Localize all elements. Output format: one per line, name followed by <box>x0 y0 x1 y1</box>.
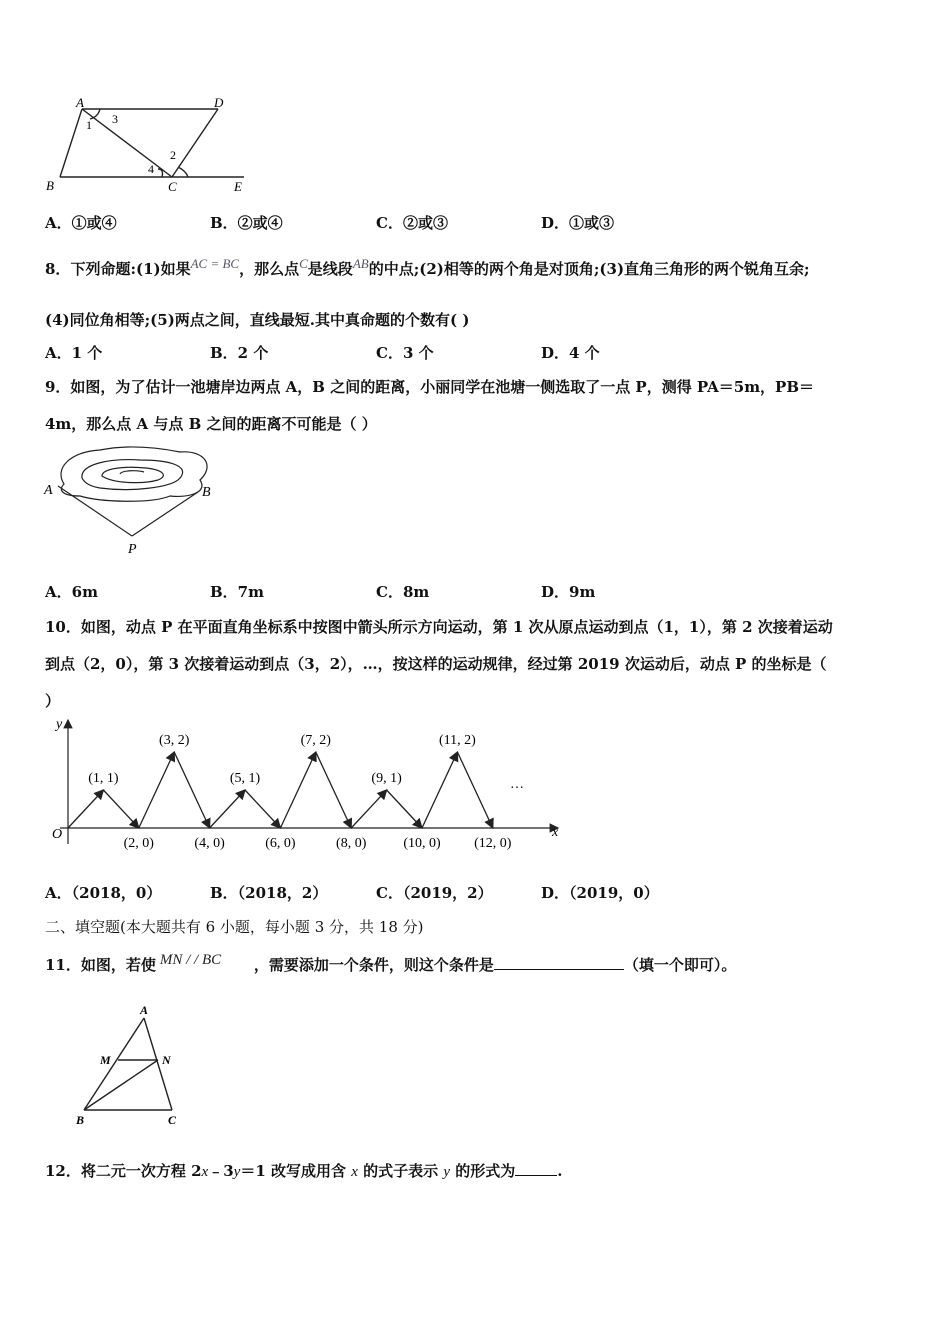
point-label-4: (4, 0) <box>194 836 225 851</box>
q9-option-c[interactable]: C．8m <box>376 583 430 601</box>
q10-option-b[interactable]: B．（2018，2） <box>210 884 328 902</box>
x-axis-label: x <box>552 825 559 840</box>
path-segment-6 <box>245 790 280 828</box>
label-D: D <box>214 95 224 110</box>
point-label-11: (11, 2) <box>438 733 476 748</box>
label-E: E <box>234 179 242 194</box>
q8-text: 的中点;(2)相等的两个角是对顶角;(3)直角三角形的两个锐角互余; <box>368 260 810 278</box>
point-label-6: (6, 0) <box>265 836 296 851</box>
q8-text: 是线段 <box>307 260 353 278</box>
q11-math: MN / / BC <box>159 952 222 968</box>
q8-math-c: C <box>299 256 308 271</box>
point-label-7: (7, 2) <box>300 733 331 748</box>
motion-path-chart <box>40 712 570 852</box>
point-label-5: (5, 1) <box>229 771 261 786</box>
q9-option-b[interactable]: B．7m <box>210 583 264 601</box>
parallelogram-figure <box>40 95 260 195</box>
q10-option-c[interactable]: C．（2019，2） <box>376 884 493 902</box>
section-heading: 二、填空题(本大题共有 6 小题，每小题 3 分，共 18 分) <box>45 918 424 936</box>
angle-3-label: 3 <box>112 112 118 126</box>
path-segment-9 <box>351 790 386 828</box>
angle-2-label: 2 <box>170 148 176 162</box>
label-B: B <box>76 1113 85 1127</box>
q8-option-c[interactable]: C．3 个 <box>376 344 434 362</box>
origin-label: O <box>52 827 63 842</box>
angle-4-label: 4 <box>148 162 154 176</box>
q7-option-b[interactable]: B．②或④ <box>210 214 283 232</box>
q8-option-a[interactable]: A．1 个 <box>45 344 103 362</box>
q10-line2: 到点（2，0），第 3 次接着运动到点（3，2），…，按这样的运动规律，经过第 2019 次运动后，动点 P 的坐标是（ <box>45 655 827 673</box>
q11-text: ，需要添加一个条件，则这个条件是 <box>253 956 494 974</box>
q12-var-x: x <box>351 1164 358 1180</box>
label-A: A <box>76 95 84 110</box>
path-segment-7 <box>280 752 315 828</box>
q9-option-d[interactable]: D．9m <box>541 583 596 601</box>
q9-line2: 4m，那么点 A 与点 B 之间的距离不可能是（ ） <box>45 415 377 433</box>
pond-figure <box>40 440 230 560</box>
point-label-10: (10, 0) <box>403 836 441 851</box>
q12-text: 12．将二元一次方程 2 <box>45 1162 202 1180</box>
q12-text: . <box>557 1162 563 1180</box>
q12-line <box>45 1160 562 1181</box>
q8-math-ac-bc: AC = BC <box>190 256 240 271</box>
point-label-1: (1, 1) <box>88 771 119 786</box>
path-segment-11 <box>422 752 457 828</box>
q8-text: 下列命题:(1)如果 <box>70 260 191 278</box>
q12-answer-blank[interactable] <box>515 1175 557 1176</box>
path-segment-10 <box>387 790 422 828</box>
q10-option-d[interactable]: D．（2019，0） <box>541 884 659 902</box>
path-segment-4 <box>174 752 209 828</box>
q7-option-d[interactable]: D．①或③ <box>541 214 615 232</box>
angle-1-label: 1 <box>86 118 92 132</box>
q11-line <box>45 954 736 975</box>
q8-math-ab: AB <box>352 256 369 271</box>
q12-var-x: x <box>201 1164 209 1180</box>
q8-line2: (4)同位角相等;(5)两点之间，直线最短.其中真命题的个数有( ) <box>45 311 470 329</box>
label-B: B <box>46 178 54 193</box>
q10-line3: ） <box>45 692 61 710</box>
q12-var-y: y <box>233 1164 241 1180</box>
q7-option-a[interactable]: A．①或④ <box>45 214 117 232</box>
q11-text: 11．如图，若使 <box>45 956 156 974</box>
path-segment-2 <box>103 790 138 828</box>
path-segment-1 <box>68 790 103 828</box>
q10-line1: 10．如图，动点 P 在平面直角坐标系中按图中箭头所示方向运动，第 1 次从原点运动到点（1，1），第 2 次接着运动 <box>45 618 833 636</box>
point-label-8: (8, 0) <box>336 836 367 851</box>
path-segment-12 <box>457 752 492 828</box>
q11-answer-blank[interactable] <box>494 969 624 970</box>
q12-var-y: y <box>443 1164 451 1180</box>
q11-text: （填一个即可）。 <box>623 956 737 974</box>
q12-text: ＝1 改写成用含 <box>240 1162 352 1180</box>
label-B: B <box>202 485 211 500</box>
triangle-figure <box>70 1000 190 1130</box>
label-A: A <box>140 1003 149 1017</box>
point-label-12: (12, 0) <box>474 836 512 851</box>
q12-text: 的式子表示 <box>357 1162 444 1180</box>
label-C: C <box>168 179 177 194</box>
label-N: N <box>162 1053 171 1067</box>
point-label-3: (3, 2) <box>159 733 190 748</box>
label-C: C <box>168 1113 177 1127</box>
path-segment-8 <box>316 752 351 828</box>
path-segment-5 <box>210 790 245 828</box>
q9-option-a[interactable]: A．6m <box>45 583 98 601</box>
q9-line1: 9．如图，为了估计一池塘岸边两点 A，B 之间的距离，小丽同学在池塘一侧选取了一点 P，测得 PA＝5m，PB＝ <box>45 378 815 396</box>
y-axis-label: y <box>56 717 63 732</box>
q8-option-b[interactable]: B．2 个 <box>210 344 269 362</box>
q8-option-d[interactable]: D．4 个 <box>541 344 600 362</box>
q8-text: ，那么点 <box>239 260 300 278</box>
point-label-9: (9, 1) <box>371 771 402 786</box>
q7-option-c[interactable]: C．②或③ <box>376 214 448 232</box>
label-M: M <box>100 1053 111 1067</box>
q10-option-a[interactable]: A．（2018，0） <box>45 884 162 902</box>
q8-number: 8． <box>45 260 71 278</box>
q8-line1 <box>45 258 810 279</box>
continuation-ellipsis: … <box>510 777 524 792</box>
label-A: A <box>44 483 53 498</box>
path-segment-3 <box>139 752 174 828</box>
label-P: P <box>128 542 137 557</box>
q12-text: 的形式为 <box>450 1162 516 1180</box>
q12-text: ﹣3 <box>208 1162 234 1180</box>
point-label-2: (2, 0) <box>123 836 154 851</box>
